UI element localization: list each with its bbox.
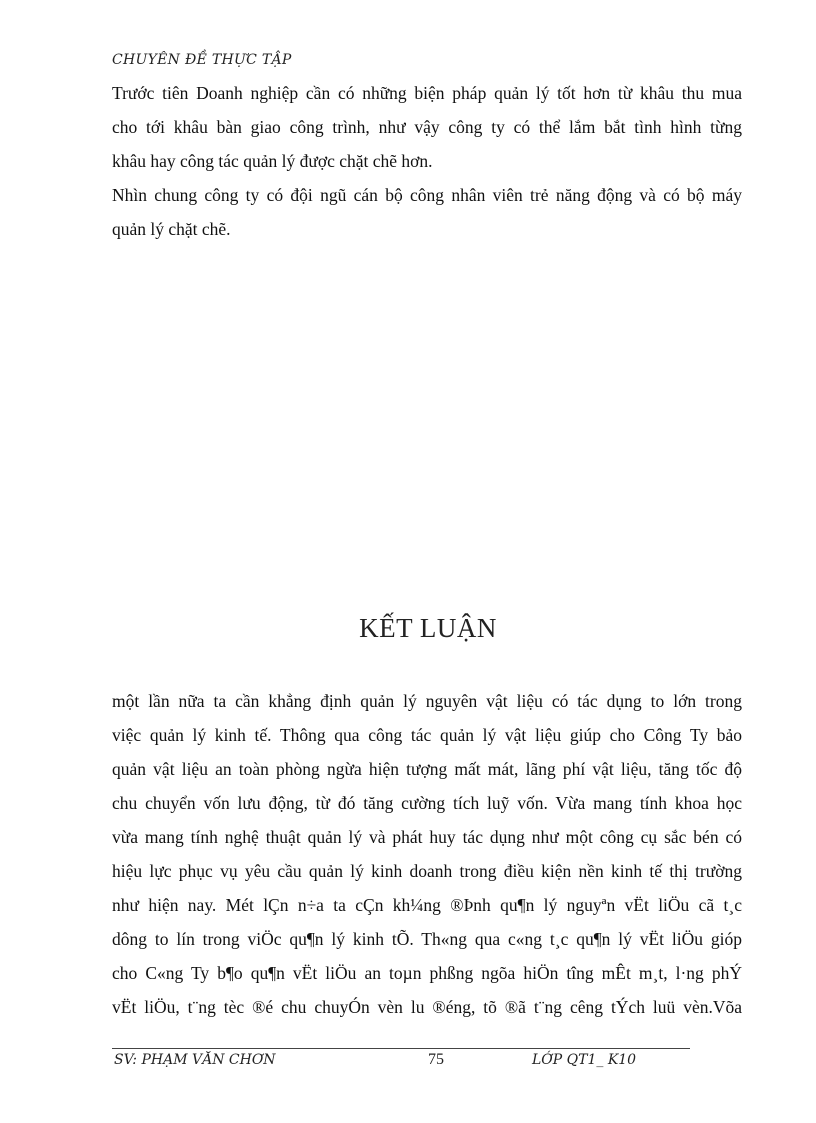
- intro-line: cho tới khâu bàn giao công trình, như vậy công ty có thể lắm bắt tình hình từng: [112, 117, 742, 137]
- intro-line: khâu hay công tác quản lý được chặt chẽ hơn.: [112, 151, 433, 171]
- conclusion-paragraph: [112, 684, 742, 1024]
- conclusion-line: như hiện nay. Mét lÇn n÷a ta cÇn kh¼ng ®Þnh qu¶n lý nguyªn vËt liÖu cã t¸c: [112, 895, 742, 915]
- conclusion-line: hiệu lực phục vụ yêu cầu quản lý kinh doanh trong điều kiện nền kinh tế thị trường: [112, 861, 742, 881]
- intro-paragraphs: [112, 76, 742, 246]
- conclusion-line: một lần nữa ta cần khẳng định quản lý nguyên vật liệu có tác dụng to lớn trong: [112, 691, 742, 711]
- section-heading-conclusion: KẾT LUẬN: [359, 613, 497, 643]
- conclusion-line: dông to lín trong viÖc qu¶n lý kinh tÕ. Th«ng qua c«ng t¸c qu¶n lý vËt liÖu gióp: [112, 929, 742, 949]
- conclusion-line: vËt liÖu, t¨ng tèc ®é chu chuyÓn vèn lu ®éng, tõ ®ã t¨ng cêng tÝch luü vèn.Võa: [112, 997, 742, 1017]
- footer-page-number: 75: [428, 1051, 444, 1068]
- footer-class-label: LỚP QT1_ K10: [532, 1052, 637, 1068]
- conclusion-line: việc quản lý kinh tế. Thông qua công tác quản lý vật liệu giúp cho Công Ty bảo: [112, 725, 742, 745]
- conclusion-line: cho C«ng Ty b¶o qu¶n vËt liÖu an toµn phßng ngõa hiÖn tîng mÊt m¸t, l·ng phÝ: [112, 963, 742, 983]
- page-header-title: CHUYÊN ĐỀ THỰC TẬP: [112, 52, 292, 68]
- footer-student-name: SV: PHẠM VĂN CHƠN: [114, 1052, 276, 1068]
- conclusion-line: quản vật liệu an toàn phòng ngừa hiện tượng mất mát, lãng phí vật liệu, tăng tốc độ: [112, 759, 742, 779]
- conclusion-line: chu chuyển vốn lưu động, từ đó tăng cường tích luỹ vốn. Vừa mang tính khoa học: [112, 793, 742, 813]
- intro-line: Nhìn chung công ty có đội ngũ cán bộ công nhân viên trẻ năng động và có bộ máy: [112, 185, 742, 205]
- footer-divider: [112, 1048, 690, 1049]
- conclusion-line: vừa mang tính nghệ thuật quản lý và phát huy tác dụng như một công cụ sắc bén có: [112, 827, 742, 847]
- intro-line: Trước tiên Doanh nghiệp cần có những biện pháp quản lý tốt hơn từ khâu thu mua: [112, 83, 742, 103]
- intro-line: quản lý chặt chẽ.: [112, 219, 231, 239]
